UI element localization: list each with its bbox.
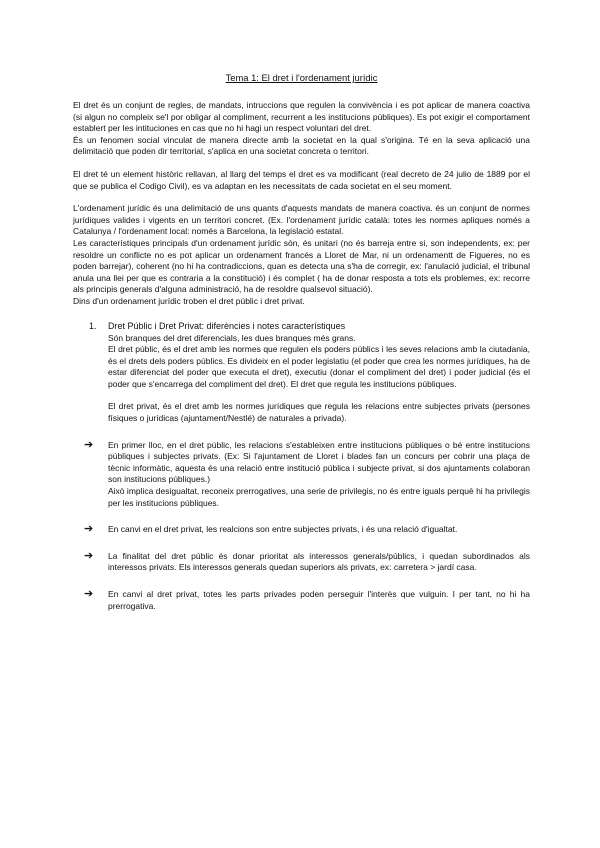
intro-paragraph-6: Dins d'un ordenament jurídic troben el dret públic i dret privat. (73, 295, 305, 306)
arrow-icon: ➔ (84, 523, 94, 536)
bullet-item-2 (73, 524, 530, 536)
section-1-number: 1. (89, 320, 97, 331)
bullet-3-line-1: La finalitat del dret públic és donar prioritat als interessos generals/públics, i quedan subordinados als interessos privats. Els interessos generals quedan superiors als privats, ex: carretera > jardí casa. (108, 550, 530, 573)
bullet-2-line-1: En canvi en el dret privat, les realcions son entre subjectes privats, i és una relació d'igualtat. (108, 524, 458, 535)
bullet-4-line-1: En canvi al dret privat, totes les parts privades poden perseguir l'interès que vulguin. I per tant, no hi ha prerrogativa. (108, 589, 530, 611)
section-1-heading: Dret Públic i Dret Privat: diferències i notes característiques (108, 320, 346, 331)
bullet-item-3 (73, 551, 530, 574)
intro-paragraph-4: L'ordenament jurídic és una delimitació de uns quants d'aquests mandats de manera coactiva. és un conjunt de normes jurídiques valides i vigents en un territori concret. (Ex. l'ordenament jurídic català: totes les normes apliques només a Catalunya / l'ordenament local: només a Barcelona, la legislació estatal. (73, 203, 530, 237)
section-1-paragraph-2: El dret públic, és el dret amb les normes que regulen els poders públics i les seves relacions amb la ciutadania, és el drets dels poders públics. Es divideix en el poder legislatiu (el poder que crea les normes jurídiques, ha de estar diferenciat del poder que executa el dret), executiu (donar el compliment del dret) i poder judicial (és el poder que s'encarrega del compliment del dret). El dret que regula les institucions públiques. (108, 344, 530, 389)
intro-paragraph-2: És un fenomen social vinculat de manera directe amb la societat en la qual s'origina. Té en la seva aplicació una delimitació que poden dir territorial, s'aplica en una societat concreta o territori. (73, 134, 530, 157)
arrow-icon: ➔ (84, 438, 94, 451)
intro-paragraph-5: Les característiques principals d'un ordenament jurídic són, és unitari (no és barreja entre si, son independents, ex: per resoldre un conflicte no es pot aplicar un ordenament francés a Lloret de Mar, ni un ordenamentt de Figueres, no es poden barrejar), coherent (no hi ha contradiccions, quan es detecta una s'ha de corregir, ex: l'anulació judicial, el tribunal anula una llei per que es contraria a la constitució) i és complet ( ha de donar resposta a tots els problemes, ex: recorre als principis generals d'alguna administració, ha de resoldre qualsevol situació). (73, 237, 530, 295)
bullet-item-1 (73, 440, 530, 510)
section-1 (73, 320, 530, 425)
arrow-icon: ➔ (84, 588, 94, 600)
bullet-1-line-1: En primer lloc, en el dret públic, les relacions s'estableixen entre institucions públiques o bé entre institucions públiques i subjectes privats. (Ex: Si l'ajuntament de Lloret i blades fan un concurs per cobrir una plaça de tècnic informàtic, aquesta és una relació entre institució pública i subjecte privat, si dos ajuntaments colaboran son institucions públiques.) (108, 439, 530, 485)
section-1-paragraph-1: Són branques del dret diferencials, les dues branques més grans. (108, 332, 356, 343)
bullet-item-4 (73, 589, 530, 612)
document-title: Tema 1: El dret i l'ordenament jurídic (225, 72, 378, 83)
bullet-1-line-2: Això implica desigualtat, reconeix prerrogatives, una serie de privilegis, no és entre iguals perquè hi ha privilegis per les institucions públiques. (108, 486, 530, 508)
section-1-paragraph-3: El dret privat, és el dret amb les normes jurídiques que regula les relacions entre subjectes privats (persones físiques o jurídicas (ajuntament/Nestlé) de naturales a privada). (108, 401, 530, 424)
intro-paragraph-3: El dret té un element històric rellavan, al llarg del temps el dret es va modificant (real decreto de 24 julio de 1889 por el que se publica el Codigo Civil), es va adaptan en les necessitats de cada societat en el seu moment. (73, 168, 530, 191)
intro-paragraph-1: El dret és un conjunt de regles, de mandats, intruccions que regulen la convivència i es pot aplicar de manera coactiva (si algun no compleix se'l por obligar al compliment, recurrent a les institucions públiques). Es pot exigir el comportament establert per les intituciones en cas que no hi hagi un respect voluntari del dret. (73, 100, 530, 134)
document-page (73, 72, 530, 612)
arrow-icon: ➔ (84, 549, 94, 562)
